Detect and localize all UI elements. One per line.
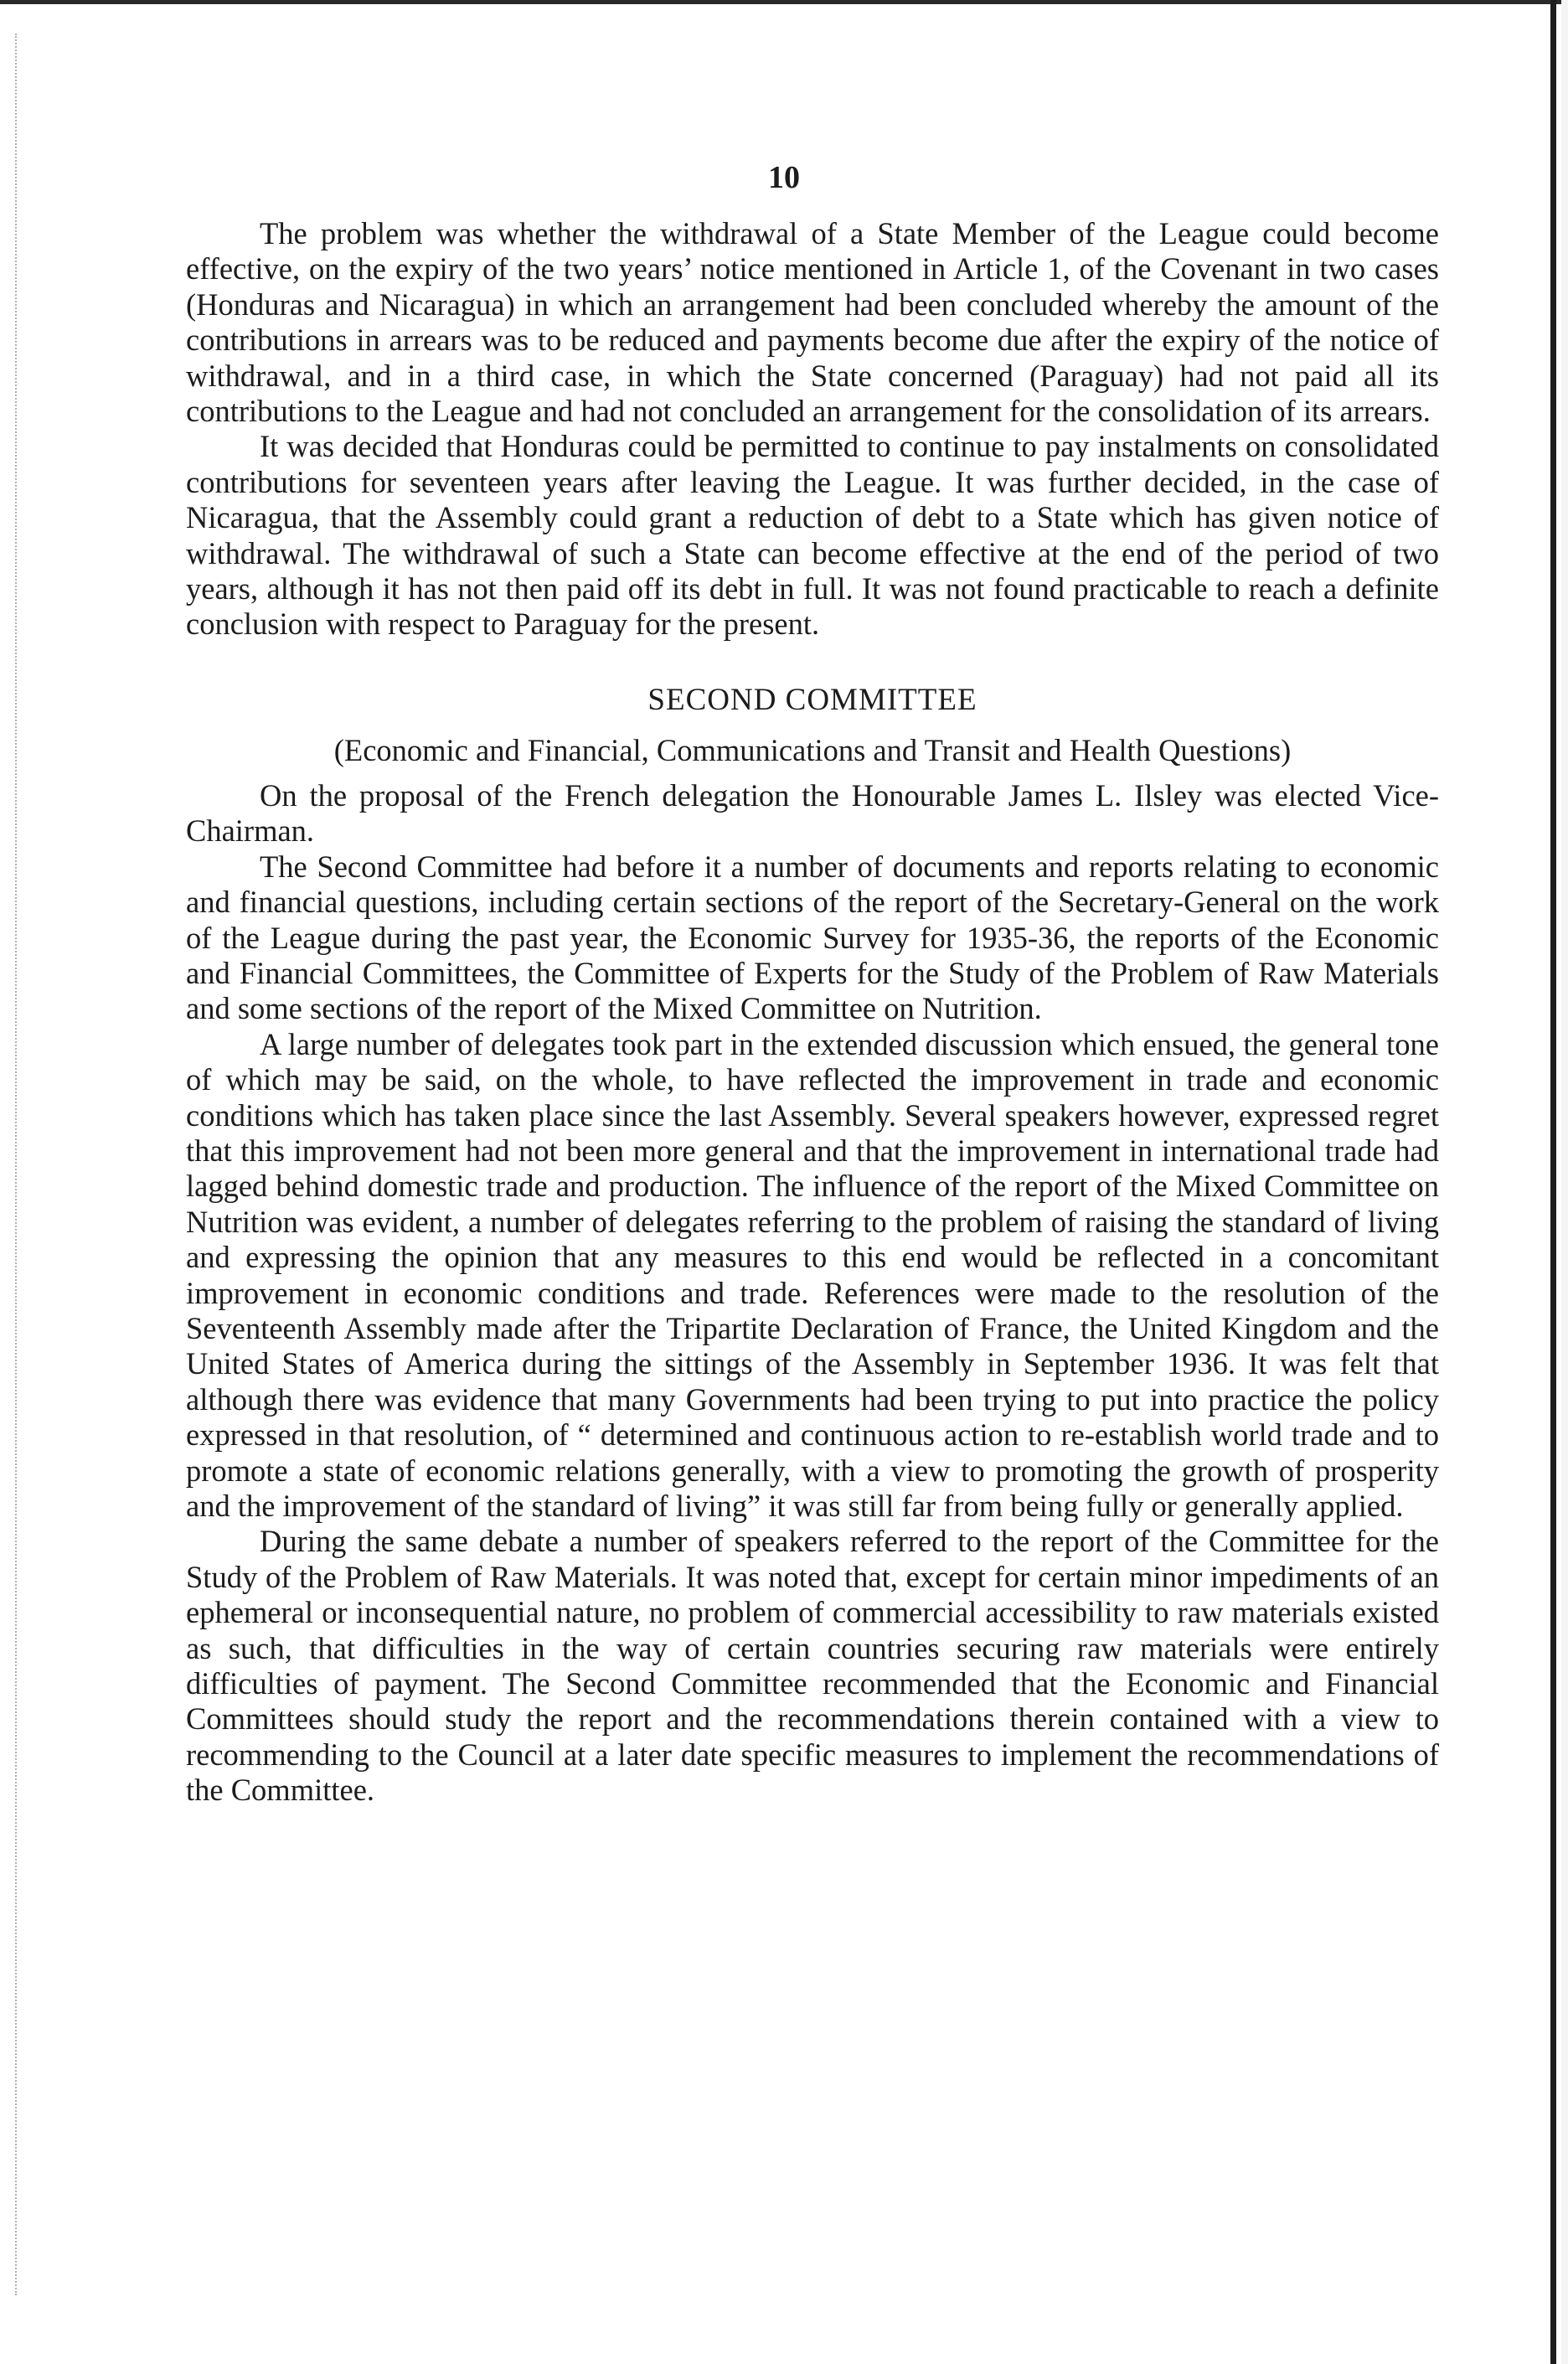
page-body: [186, 216, 1439, 1809]
paragraph-withdrawal-decision: It was decided that Honduras could be permitted to continue to pay instalments on consolidated contributions for seventeen years after leaving the League. It was further decided, in the case of Nicaragua, that the Assembly could grant a reduction of debt to a State which has given notice of withdrawal. The withdrawal of such a State can become effective at the end of the period of two years, although it has not then paid off its debt in full. It was not found practicable to reach a definite conclusion with respect to Paraguay for the present.: [186, 429, 1439, 642]
paragraph-vice-chairman: On the proposal of the French delegation the Honourable James L. Ilsley was elected Vice-Chairman.: [186, 777, 1439, 849]
scan-edge-top: [0, 0, 1568, 4]
paragraph-withdrawal-problem: The problem was whether the withdrawal of a State Member of the League could become effective, on the expiry of the two years’ notice mentioned in Article 1, of the Covenant in two cases (Honduras and Nicaragua) in which an arrangement had been concluded whereby the amount of the contributions in arrears was to be reduced and payments become due after the expiry of the notice of withdrawal, and in a third case, in which the State concerned (Paraguay) had not paid all its contributions to the League and had not concluded an arrangement for the consolidation of its arrears.: [186, 216, 1439, 429]
scan-margin-right: [1561, 0, 1568, 2364]
section-heading: SECOND COMMITTEE: [647, 682, 977, 717]
section-subheading: (Economic and Financial, Communications and Transit and Health Questions): [333, 732, 1292, 767]
page-number: 10: [768, 160, 800, 195]
scan-edge-right: [1550, 0, 1556, 2364]
paragraph-raw-materials: During the same debate a number of speakers referred to the report of the Committee for the Study of the Problem of Raw Materials. It was noted that, except for certain minor impediments of an ephemeral or inconsequential nature, no problem of commercial accessibility to raw materials existed as such, that difficulties in the way of certain countries securing raw materials were entirely difficulties of payment. The Second Committee recommended that the Economic and Financial Committees should study the report and the recommendations therein contained with a view to recommending to the Council at a later date specific measures to implement the recommendations of the Committee.: [186, 1524, 1439, 1808]
binding-marks: [15, 34, 20, 2295]
paragraph-documents: The Second Committee had before it a number of documents and reports relating to economic and financial questions, including certain sections of the report of the Secretary-General on the work of the League during the past year, the Economic Survey for 1935-36, the reports of the Economic and Financial Committees, the Committee of Experts for the Study of the Problem of Raw Materials and some sections of the report of the Mixed Committee on Nutrition.: [186, 849, 1439, 1026]
paragraph-discussion: A large number of delegates took part in the extended discussion which ensued, the general tone of which may be said, on the whole, to have reflected the improvement in trade and economic conditions which has taken place since the last Assembly. Several speakers however, expressed regret that this improvement had not been more general and that the improvement in international trade had lagged behind domestic trade and production. The influence of the report of the Mixed Committee on Nutrition was evident, a number of delegates referring to the problem of raising the standard of living and expressing the opinion that any measures to this end would be reflected in a concomitant improvement in economic conditions and trade. References were made to the resolution of the Seventeenth Assembly made after the Tripartite Declaration of France, the United Kingdom and the United States of America during the sittings of the Assembly in September 1936. It was felt that although there was evidence that many Governments had been trying to put into practice the policy expressed in that resolution, of “ determined and continuous action to re-establish world trade and to promote a state of economic relations generally, with a view to promoting the growth of prosperity and the improvement of the standard of living” it was still far from being fully or generally applied.: [186, 1026, 1439, 1523]
